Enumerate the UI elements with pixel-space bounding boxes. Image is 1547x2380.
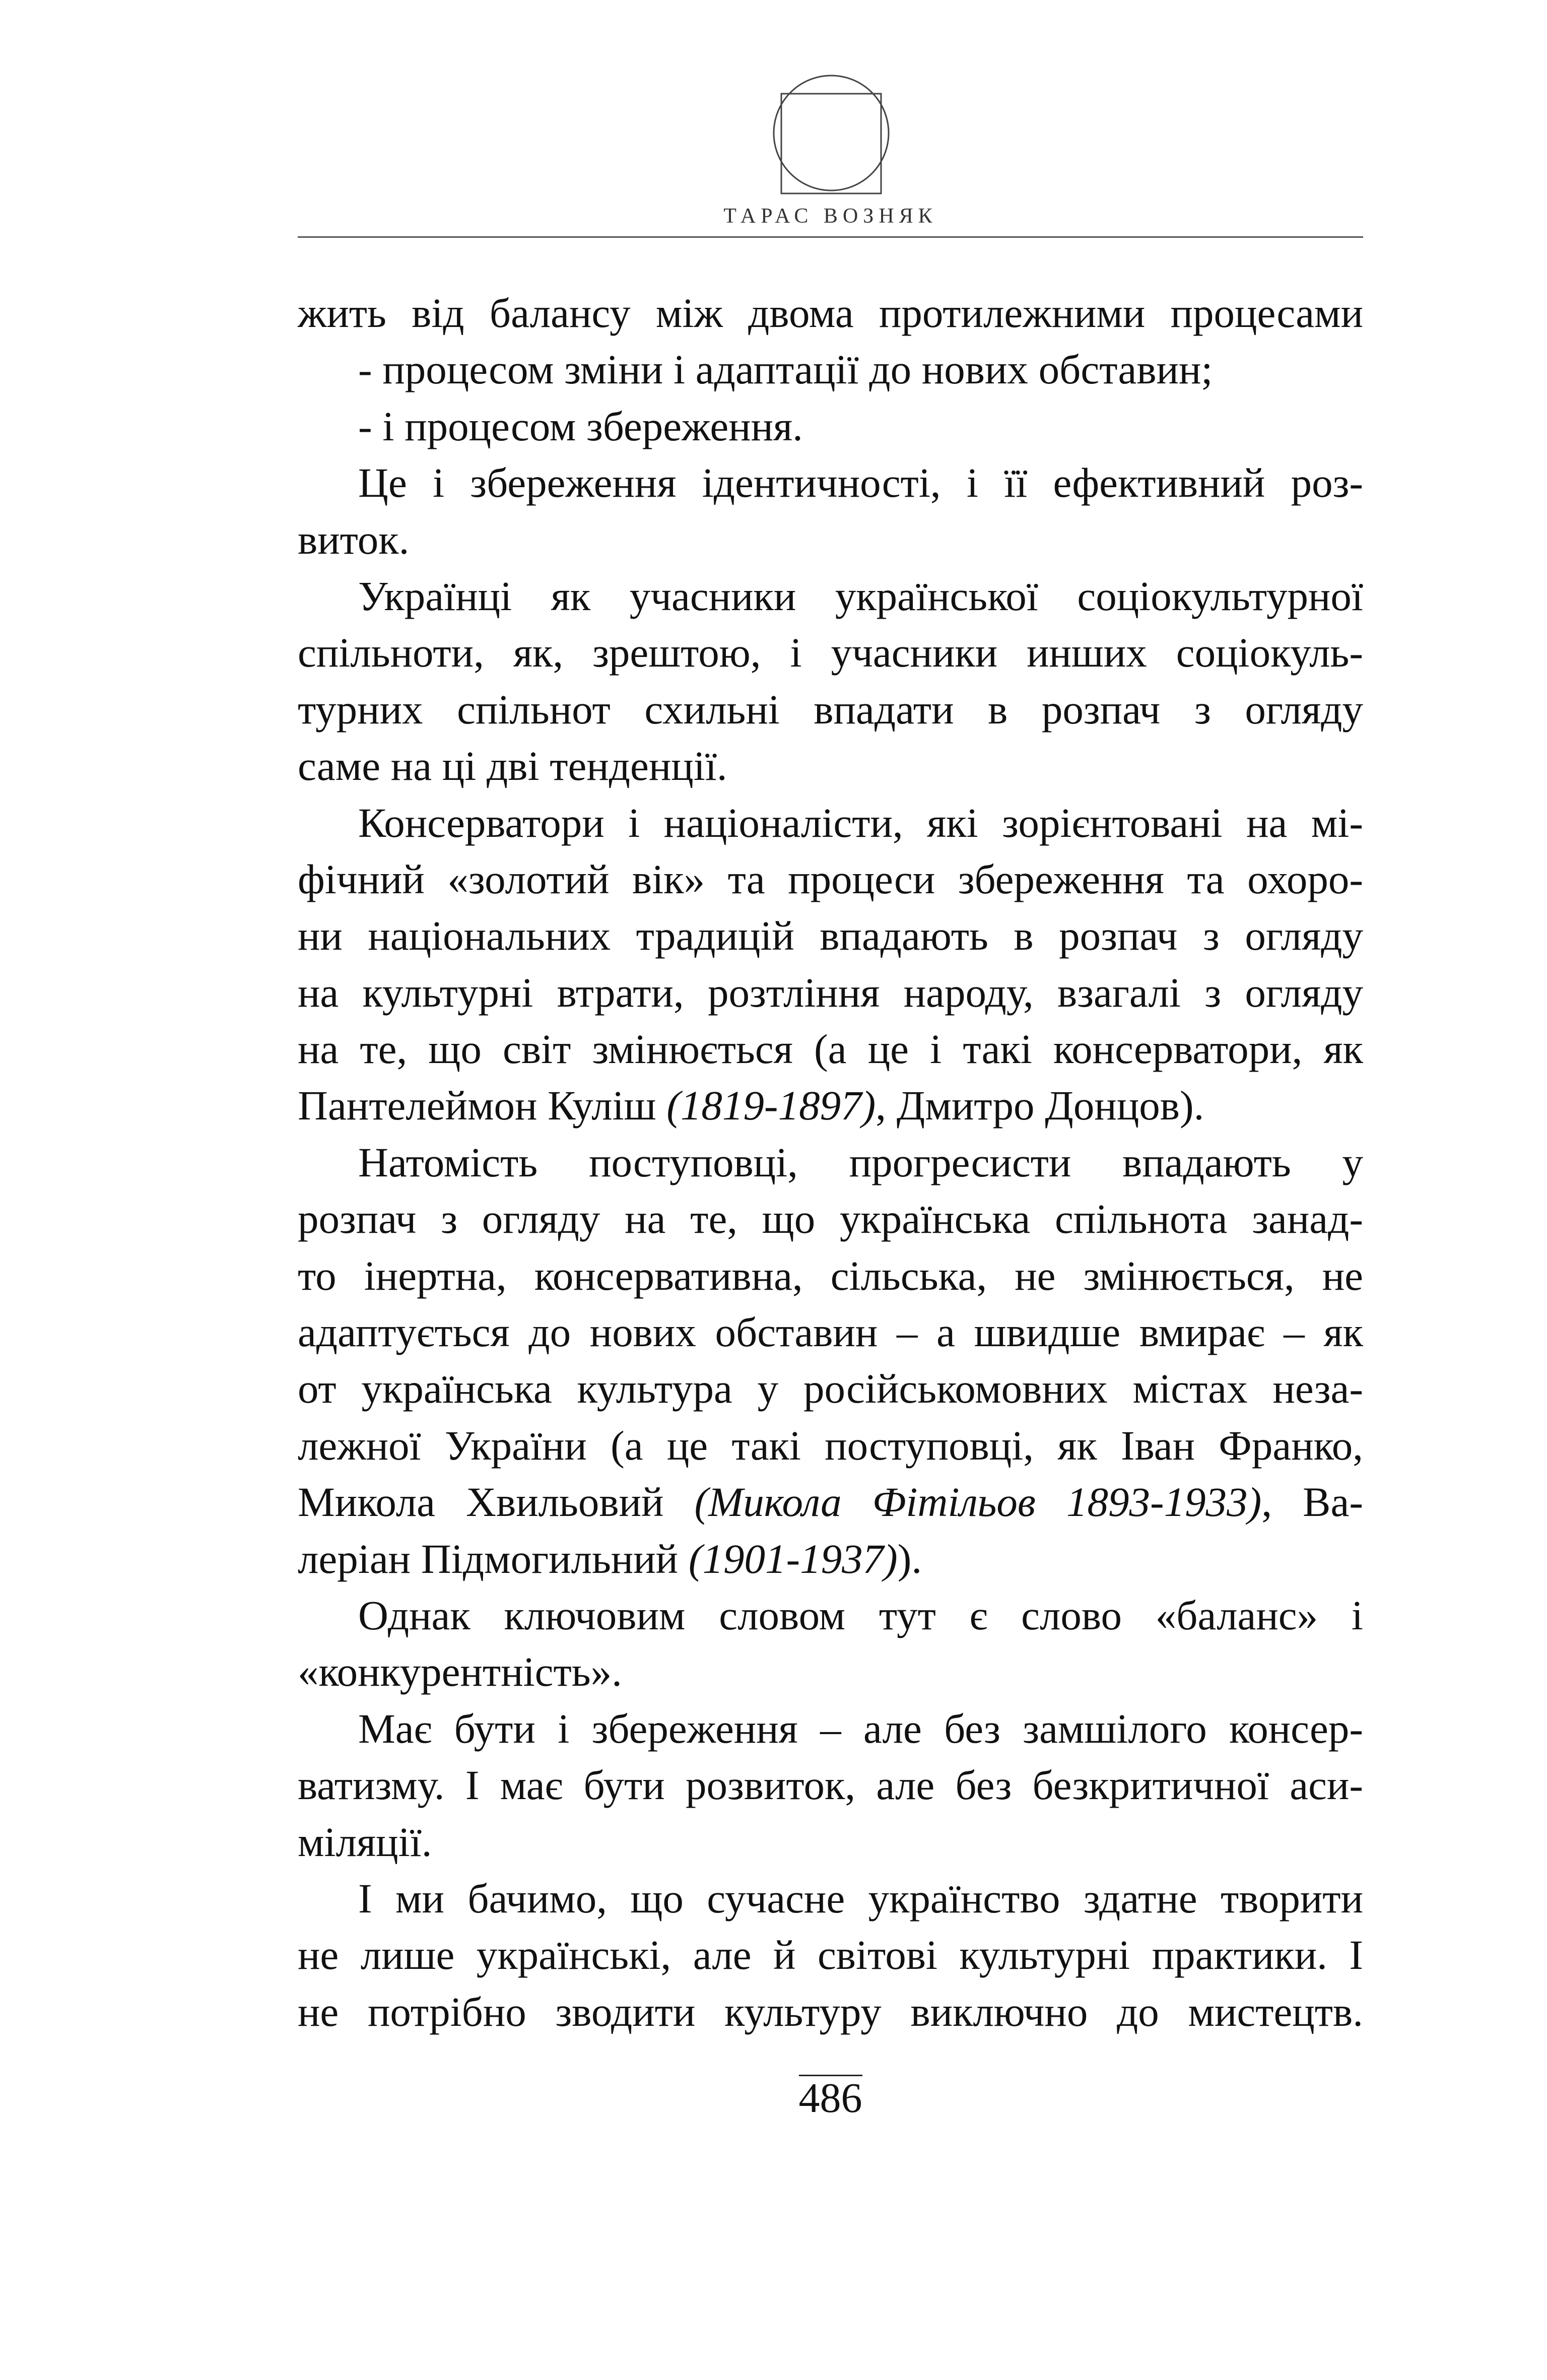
text-run: саме на ці дві тенденції. — [298, 743, 727, 789]
text-run: розпач з огляду на те, що українська спільнота занад- — [298, 1196, 1363, 1242]
text-line — [298, 398, 1363, 454]
page-number: 486 — [798, 2075, 862, 2122]
text-run: на те, що світ змінюється (а це і такі консерватори, як — [298, 1026, 1363, 1073]
page-number-area — [298, 2075, 1363, 2120]
text-run: Це і збереження ідентичності, і її ефективний роз- — [358, 459, 1363, 506]
text-line — [298, 1077, 1363, 1134]
text-line — [298, 285, 1363, 341]
text-run: ни національних традицій впадають в розпач з огляду — [298, 912, 1363, 959]
paragraph — [298, 285, 1363, 341]
text-line — [298, 511, 1363, 568]
text-line — [298, 1643, 1363, 1700]
text-run: то інертна, консервативна, сільська, не змінюється, не — [298, 1252, 1363, 1299]
text-run: «конкурентність». — [298, 1648, 622, 1695]
text-run: не потрібно зводити культуру виключно до мистецтв. — [298, 1988, 1363, 2035]
text-line — [298, 1870, 1363, 1927]
text-line — [298, 624, 1363, 681]
text-line — [298, 1587, 1363, 1643]
text-run: Натомість поступовці, прогресисти впадають у — [358, 1139, 1363, 1185]
text-line — [298, 1360, 1363, 1417]
text-line — [298, 1814, 1363, 1870]
italic-dates: (Микола Фітільов 1893-1933) — [694, 1479, 1262, 1526]
paragraph — [298, 1587, 1363, 1700]
text-run: виток. — [298, 516, 410, 563]
text-line — [298, 851, 1363, 907]
emblem-circle — [774, 76, 889, 190]
paragraph — [298, 398, 1363, 454]
text-line — [298, 1191, 1363, 1247]
paragraph — [298, 1870, 1363, 2040]
header-rule — [298, 236, 1363, 238]
paragraph — [298, 1134, 1363, 1587]
text-line — [298, 738, 1363, 794]
text-line — [298, 1304, 1363, 1360]
text-line — [298, 1700, 1363, 1757]
text-line — [298, 1531, 1363, 1587]
text-run: турних спільнот схильні впадати в розпач з огляду — [298, 686, 1363, 733]
circle-square-emblem-icon — [766, 65, 897, 196]
text-line — [298, 1757, 1363, 1813]
text-line — [298, 1021, 1363, 1077]
text-run: міляції. — [298, 1818, 432, 1865]
text-run: леріан Підмогильний — [298, 1535, 689, 1582]
text-run: Микола Хвильовий — [298, 1479, 695, 1526]
text-run: - і процесом збереження. — [358, 403, 803, 449]
text-run: І ми бачимо, що сучасне українство здатне творити — [358, 1875, 1363, 1922]
text-line — [298, 1984, 1363, 2040]
body-text — [298, 285, 1363, 2040]
text-line — [298, 341, 1363, 398]
text-run: жить від балансу між двома протилежними процесами — [298, 290, 1363, 336]
text-run: - процесом зміни і адаптації до нових обставин; — [358, 346, 1213, 393]
text-run: , Ва- — [1261, 1479, 1363, 1526]
text-line — [298, 1474, 1363, 1530]
text-run: фічний «золотий вік» та процеси збереження та охоро- — [298, 855, 1363, 902]
text-run: Має бути і збереження – але без замшілого консер- — [358, 1705, 1363, 1752]
text-line — [298, 1134, 1363, 1191]
text-line — [298, 1417, 1363, 1474]
paragraph — [298, 341, 1363, 398]
text-run: , Дмитро Донцов). — [876, 1082, 1204, 1129]
text-line — [298, 1247, 1363, 1304]
italic-dates: (1901-1937) — [688, 1535, 898, 1582]
text-run: на культурні втрати, розтління народу, взагалі з огляду — [298, 969, 1363, 1016]
paragraph — [298, 1700, 1363, 1870]
paragraph — [298, 795, 1363, 1134]
text-run: Однак ключовим словом тут є слово «баланс» і — [358, 1592, 1363, 1638]
text-run: ватизму. І має бути розвиток, але без безкритичної аси- — [298, 1762, 1363, 1809]
text-line — [298, 681, 1363, 738]
text-run: от українська культура у російськомовних містах неза- — [298, 1365, 1363, 1412]
text-line — [298, 907, 1363, 964]
text-run: адаптується до нових обставин – а швидше вмирає – як — [298, 1309, 1363, 1356]
text-run: ). — [897, 1535, 922, 1582]
text-line — [298, 454, 1363, 511]
text-line — [298, 964, 1363, 1021]
paragraph — [298, 454, 1363, 568]
text-run: Українці як учасники української соціокультурної — [358, 572, 1363, 619]
running-head-author: ТАРАС ВОЗНЯК — [723, 205, 937, 228]
text-run: Консерватори і націоналісти, які зорієнтовані на мі- — [358, 799, 1363, 846]
italic-dates: (1819-1897) — [666, 1082, 876, 1129]
text-run: лежної України (а це такі поступовці, як Іван Франко, — [298, 1422, 1363, 1469]
text-line — [298, 1927, 1363, 1983]
text-line — [298, 568, 1363, 624]
text-line — [298, 795, 1363, 851]
paragraph — [298, 568, 1363, 795]
text-run: спільноти, як, зрештою, і учасники инших соціокуль- — [298, 629, 1363, 676]
text-run: Пантелеймон Куліш — [298, 1082, 667, 1129]
text-run: не лише українські, але й світові культурні практики. І — [298, 1932, 1363, 1978]
